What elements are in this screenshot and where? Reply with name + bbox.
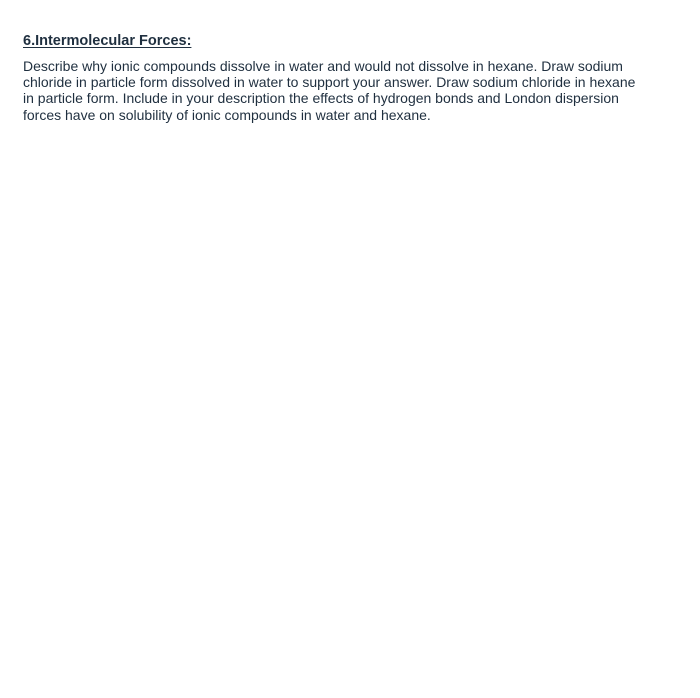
question-heading: 6.Intermolecular Forces: (23, 33, 192, 49)
question-prompt: Describe why ionic compounds dissolve in water and would not dissolve in hexane. Draw sodium chloride in particle form dissolved in water to support your answer. Draw sodium chloride in hexane in particle form. Include in your description the effects of hydrogen bonds and London dispersion forces have on solubility of ionic compounds in water and hexane. (23, 58, 636, 123)
question-block (23, 31, 663, 123)
